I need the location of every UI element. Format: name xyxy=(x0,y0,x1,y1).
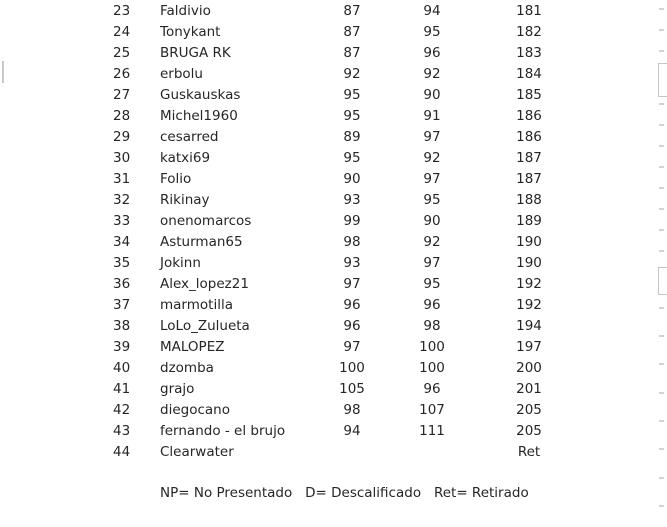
table-row xyxy=(0,358,667,379)
round2-cell: 100 xyxy=(419,360,445,376)
round2-cell: 92 xyxy=(423,150,441,166)
round1-cell: 92 xyxy=(343,66,361,82)
name-cell: Tonykant xyxy=(160,24,221,40)
table-row xyxy=(0,106,667,127)
total-cell: 205 xyxy=(516,423,542,439)
rank-cell: 26 xyxy=(113,66,131,82)
round1-cell: 95 xyxy=(343,108,361,124)
round1-cell: 93 xyxy=(343,192,361,208)
round1-cell: 100 xyxy=(339,360,365,376)
edge-tick xyxy=(659,448,664,450)
edge-tick xyxy=(659,29,664,31)
rank-cell: 30 xyxy=(113,150,131,166)
name-cell: fernando - el brujo xyxy=(160,423,286,439)
edge-tick xyxy=(659,187,664,189)
name-cell: onenomarcos xyxy=(160,213,252,229)
rank-cell: 33 xyxy=(113,213,131,229)
name-cell: katxi69 xyxy=(160,150,211,166)
table-row xyxy=(0,379,667,400)
edge-tick xyxy=(659,50,664,52)
rank-cell: 39 xyxy=(113,339,131,355)
table-row xyxy=(0,442,667,463)
rank-cell: 36 xyxy=(113,276,131,292)
round1-cell: 95 xyxy=(343,150,361,166)
name-cell: MALOPEZ xyxy=(160,339,225,355)
total-cell: 187 xyxy=(516,171,542,187)
table-row xyxy=(0,337,667,358)
round1-cell: 87 xyxy=(343,24,361,40)
total-cell: 205 xyxy=(516,402,542,418)
rank-cell: 43 xyxy=(113,423,131,439)
edge-tick xyxy=(659,8,664,10)
total-cell: 181 xyxy=(516,3,542,19)
rank-cell: 35 xyxy=(113,255,131,271)
total-cell: 182 xyxy=(516,24,542,40)
rank-cell: 27 xyxy=(113,87,131,103)
total-cell: 183 xyxy=(516,45,542,61)
total-cell: 197 xyxy=(516,339,542,355)
round2-cell: 97 xyxy=(423,171,441,187)
total-cell: 186 xyxy=(516,108,542,124)
table-row xyxy=(0,169,667,190)
name-cell: BRUGA RK xyxy=(160,45,231,61)
table-row xyxy=(0,85,667,106)
round2-cell: 100 xyxy=(419,339,445,355)
edge-tick xyxy=(659,145,664,147)
name-cell: grajo xyxy=(160,381,195,397)
name-cell: Clearwater xyxy=(160,444,234,460)
total-cell: 201 xyxy=(516,381,542,397)
name-cell: marmotilla xyxy=(160,297,233,313)
legend-text: NP= No Presentado D= Descalificado Ret= Retirado xyxy=(160,485,529,501)
table-row xyxy=(0,232,667,253)
round1-cell: 97 xyxy=(343,339,361,355)
name-cell: cesarred xyxy=(160,129,219,145)
edge-tick xyxy=(659,208,664,210)
table-row xyxy=(0,148,667,169)
round2-cell: 111 xyxy=(419,423,445,439)
table-row xyxy=(0,43,667,64)
table-row xyxy=(0,22,667,43)
total-cell: 190 xyxy=(516,234,542,250)
round1-cell: 89 xyxy=(343,129,361,145)
round2-cell: 98 xyxy=(423,318,441,334)
total-cell: 190 xyxy=(516,255,542,271)
round1-cell: 96 xyxy=(343,297,361,313)
round2-cell: 95 xyxy=(423,276,441,292)
table-row xyxy=(0,190,667,211)
edge-tick xyxy=(659,103,664,105)
total-cell: 200 xyxy=(516,360,542,376)
rank-cell: 24 xyxy=(113,24,131,40)
total-cell: 186 xyxy=(516,129,542,145)
rank-cell: 40 xyxy=(113,360,131,376)
edge-widget-fragment xyxy=(658,267,667,295)
rank-cell: 32 xyxy=(113,192,131,208)
total-cell: 194 xyxy=(516,318,542,334)
total-cell: 185 xyxy=(516,87,542,103)
round2-cell: 96 xyxy=(423,381,441,397)
name-cell: dzomba xyxy=(160,360,214,376)
edge-tick xyxy=(659,250,664,252)
round1-cell: 99 xyxy=(343,213,361,229)
name-cell: Folio xyxy=(160,171,192,187)
total-cell: 192 xyxy=(516,276,542,292)
round1-cell: 94 xyxy=(343,423,361,439)
table-row xyxy=(0,316,667,337)
round2-cell: 90 xyxy=(423,213,441,229)
round2-cell: 94 xyxy=(423,3,441,19)
rank-cell: 23 xyxy=(113,3,131,19)
edge-widget-fragment xyxy=(658,63,667,97)
edge-tick xyxy=(659,229,664,231)
table-row xyxy=(0,1,667,22)
edge-tick xyxy=(659,477,664,479)
round1-cell: 97 xyxy=(343,276,361,292)
round1-cell: 98 xyxy=(343,234,361,250)
edge-tick xyxy=(659,505,664,507)
rank-cell: 29 xyxy=(113,129,131,145)
name-cell: Jokinn xyxy=(160,255,201,271)
round2-cell: 96 xyxy=(423,45,441,61)
round2-cell: 92 xyxy=(423,234,441,250)
round2-cell: 92 xyxy=(423,66,441,82)
rank-cell: 25 xyxy=(113,45,131,61)
rank-cell: 28 xyxy=(113,108,131,124)
name-cell: Asturman65 xyxy=(160,234,243,250)
round1-cell: 105 xyxy=(339,381,365,397)
rank-cell: 34 xyxy=(113,234,131,250)
left-edge-fragment xyxy=(2,61,4,83)
table-row xyxy=(0,421,667,442)
round2-cell: 90 xyxy=(423,87,441,103)
total-cell: 192 xyxy=(516,297,542,313)
rank-cell: 41 xyxy=(113,381,131,397)
round1-cell: 98 xyxy=(343,402,361,418)
total-cell: Ret xyxy=(517,444,541,460)
round2-cell: 97 xyxy=(423,129,441,145)
edge-tick xyxy=(659,363,664,365)
edge-tick xyxy=(659,307,664,309)
edge-tick xyxy=(659,392,664,394)
table-row xyxy=(0,64,667,85)
name-cell: erbolu xyxy=(160,66,203,82)
round2-cell: 95 xyxy=(423,192,441,208)
name-cell: Faldivio xyxy=(160,3,211,19)
name-cell: Guskauskas xyxy=(160,87,241,103)
table-row xyxy=(0,127,667,148)
total-cell: 184 xyxy=(516,66,542,82)
total-cell: 187 xyxy=(516,150,542,166)
round1-cell: 95 xyxy=(343,87,361,103)
round2-cell: 97 xyxy=(423,255,441,271)
table-row xyxy=(0,211,667,232)
round2-cell: 91 xyxy=(423,108,441,124)
round2-cell: 107 xyxy=(419,402,445,418)
name-cell: Rikinay xyxy=(160,192,210,208)
rank-cell: 37 xyxy=(113,297,131,313)
name-cell: Alex_lopez21 xyxy=(160,276,249,292)
edge-tick xyxy=(659,335,664,337)
round1-cell: 96 xyxy=(343,318,361,334)
round1-cell: 93 xyxy=(343,255,361,271)
round1-cell: 90 xyxy=(343,171,361,187)
name-cell: diegocano xyxy=(160,402,230,418)
rank-cell: 44 xyxy=(113,444,131,460)
results-table xyxy=(0,1,667,463)
total-cell: 189 xyxy=(516,213,542,229)
edge-tick xyxy=(659,420,664,422)
name-cell: LoLo_Zulueta xyxy=(160,318,250,334)
rank-cell: 42 xyxy=(113,402,131,418)
round2-cell: 96 xyxy=(423,297,441,313)
rank-cell: 31 xyxy=(113,171,131,187)
edge-tick xyxy=(659,166,664,168)
round1-cell: 87 xyxy=(343,3,361,19)
total-cell: 188 xyxy=(516,192,542,208)
round2-cell: 95 xyxy=(423,24,441,40)
table-row xyxy=(0,400,667,421)
rank-cell: 38 xyxy=(113,318,131,334)
table-row xyxy=(0,295,667,316)
table-row xyxy=(0,253,667,274)
edge-tick xyxy=(659,124,664,126)
name-cell: Michel1960 xyxy=(160,108,238,124)
table-row xyxy=(0,274,667,295)
round1-cell: 87 xyxy=(343,45,361,61)
